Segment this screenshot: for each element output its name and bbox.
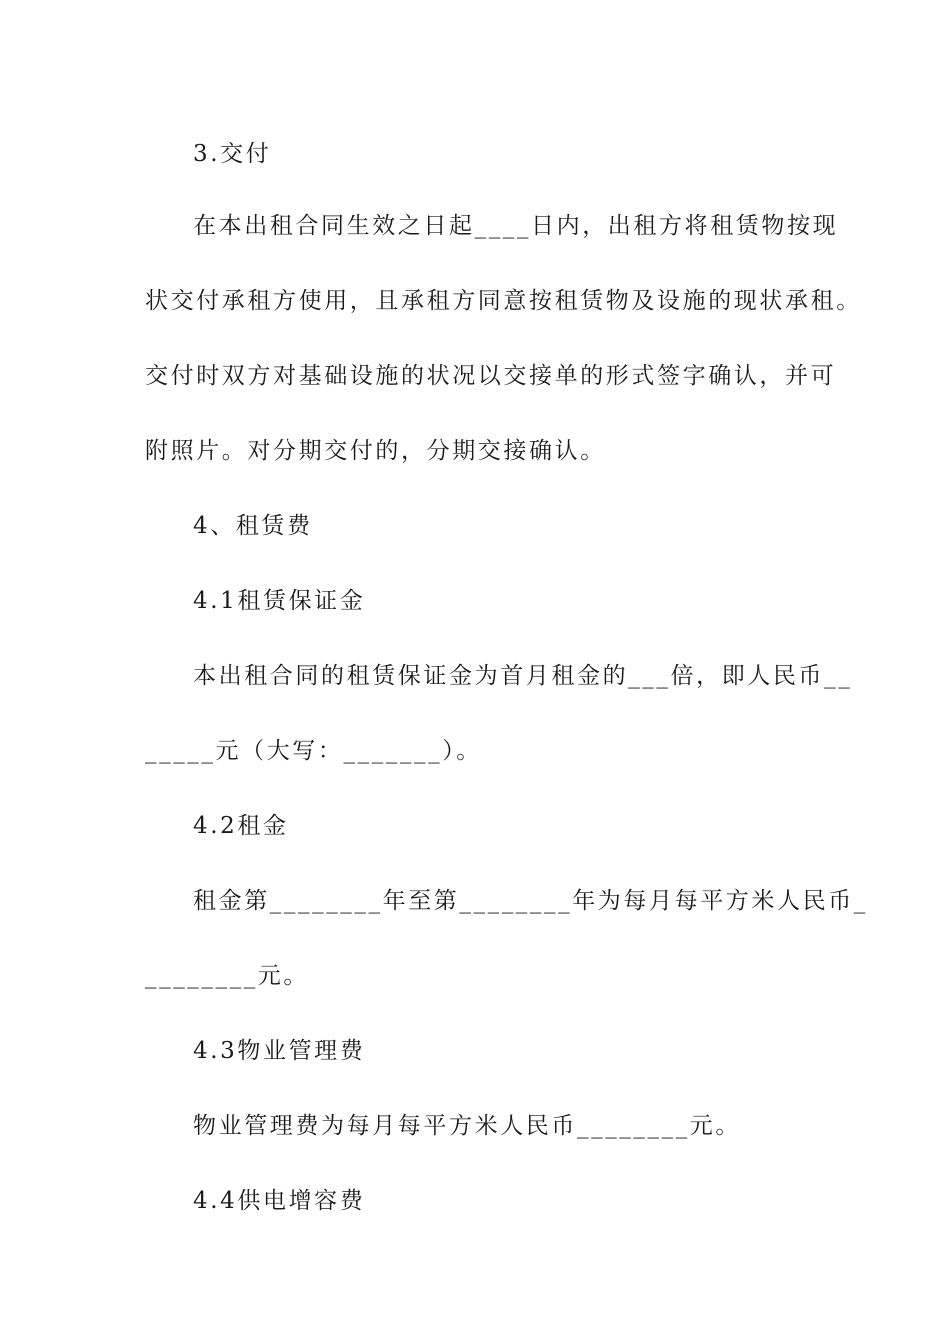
paragraph-line: 租金第________年至第________年为每月每平方米人民币_	[193, 888, 868, 914]
paragraph-line: 本出租合同的租赁保证金为首月租金的___倍，即人民币__	[193, 663, 853, 689]
paragraph-line: 在本出租合同生效之日起____日内，出租方将租赁物按现	[193, 213, 839, 239]
paragraph-line: _____元（大写：_______）。	[145, 738, 482, 764]
paragraph-line: 交付时双方对基础设施的状况以交接单的形式签字确认，并可	[145, 363, 837, 389]
paragraph-line: 状交付承租方使用，且承租方同意按租赁物及设施的现状承租。	[145, 288, 862, 314]
paragraph-line: ________元。	[145, 963, 309, 989]
subsection-heading-rent: 4.2租金	[193, 813, 289, 839]
subsection-heading-property-fee: 4.3物业管理费	[193, 1038, 366, 1064]
paragraph-line: 物业管理费为每月每平方米人民币________元。	[193, 1113, 741, 1139]
paragraph-line: 附照片。对分期交付的，分期交接确认。	[145, 438, 606, 464]
subsection-heading-power-fee: 4.4供电增容费	[193, 1188, 366, 1214]
section-heading-rent-fees: 4、租赁费	[193, 513, 313, 539]
section-heading-delivery: 3.交付	[193, 141, 272, 167]
subsection-heading-deposit: 4.1租赁保证金	[193, 588, 366, 614]
